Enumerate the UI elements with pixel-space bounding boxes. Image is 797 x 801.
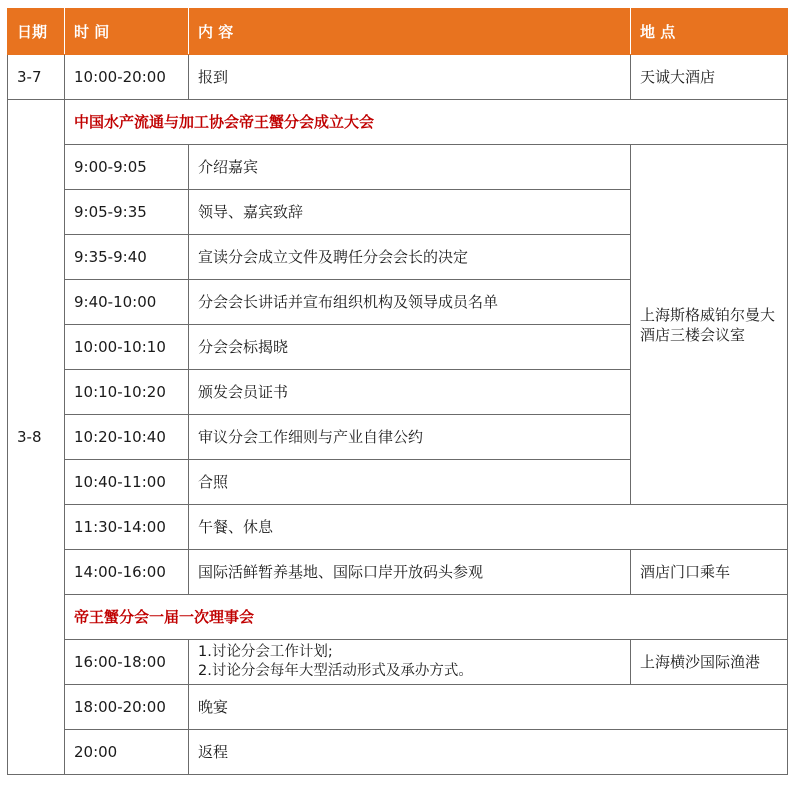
section-title: 中国水产流通与加工协会帝王蟹分会成立大会 [65, 100, 788, 145]
table-row [8, 730, 788, 775]
date-cell: 3-7 [8, 55, 65, 100]
time-cell: 9:35-9:40 [65, 235, 189, 280]
content-cell: 分会会长讲话并宣布组织机构及领导成员名单 [189, 280, 631, 325]
content-cell: 介绍嘉宾 [189, 145, 631, 190]
content-cell: 审议分会工作细则与产业自律公约 [189, 415, 631, 460]
content-cell: 晚宴 [189, 685, 788, 730]
content-cell: 合照 [189, 460, 631, 505]
time-cell: 20:00 [65, 730, 189, 775]
time-cell: 10:20-10:40 [65, 415, 189, 460]
table-row [8, 55, 788, 100]
table-row [8, 685, 788, 730]
agenda-item: 1.讨论分会工作计划; [198, 644, 333, 660]
time-cell: 9:05-9:35 [65, 190, 189, 235]
location-cell: 天诚大酒店 [631, 55, 788, 100]
location-cell: 上海斯格威铂尔曼大酒店三楼会议室 [631, 145, 788, 505]
agenda-item: 2.讨论分会每年大型活动形式及承办方式。 [198, 663, 473, 679]
section-title: 帝王蟹分会一届一次理事会 [65, 595, 788, 640]
time-cell: 10:00-10:10 [65, 325, 189, 370]
header-location: 地 点 [631, 9, 788, 55]
section-row [8, 100, 788, 145]
content-cell: 报到 [189, 55, 631, 100]
location-cell: 上海横沙国际渔港 [631, 640, 788, 685]
content-cell: 国际活鲜暂养基地、国际口岸开放码头参观 [189, 550, 631, 595]
time-cell: 16:00-18:00 [65, 640, 189, 685]
table-row [8, 550, 788, 595]
date-cell: 3-8 [8, 100, 65, 775]
time-cell: 10:10-10:20 [65, 370, 189, 415]
table-row [8, 640, 788, 685]
content-cell [189, 640, 631, 685]
location-cell: 酒店门口乘车 [631, 550, 788, 595]
content-cell: 返程 [189, 730, 788, 775]
time-cell: 10:00-20:00 [65, 55, 189, 100]
content-cell: 宣读分会成立文件及聘任分会会长的决定 [189, 235, 631, 280]
header-time: 时 间 [65, 9, 189, 55]
time-cell: 18:00-20:00 [65, 685, 189, 730]
content-cell: 分会会标揭晓 [189, 325, 631, 370]
content-cell: 颁发会员证书 [189, 370, 631, 415]
time-cell: 9:00-9:05 [65, 145, 189, 190]
schedule-table [7, 8, 788, 775]
time-cell: 9:40-10:00 [65, 280, 189, 325]
content-cell: 领导、嘉宾致辞 [189, 190, 631, 235]
header-date: 日期 [8, 9, 65, 55]
time-cell: 11:30-14:00 [65, 505, 189, 550]
content-cell: 午餐、休息 [189, 505, 788, 550]
section-row [8, 595, 788, 640]
time-cell: 14:00-16:00 [65, 550, 189, 595]
header-row [8, 9, 788, 55]
time-cell: 10:40-11:00 [65, 460, 189, 505]
header-content: 内 容 [189, 9, 631, 55]
table-row [8, 505, 788, 550]
table-row [8, 145, 788, 190]
